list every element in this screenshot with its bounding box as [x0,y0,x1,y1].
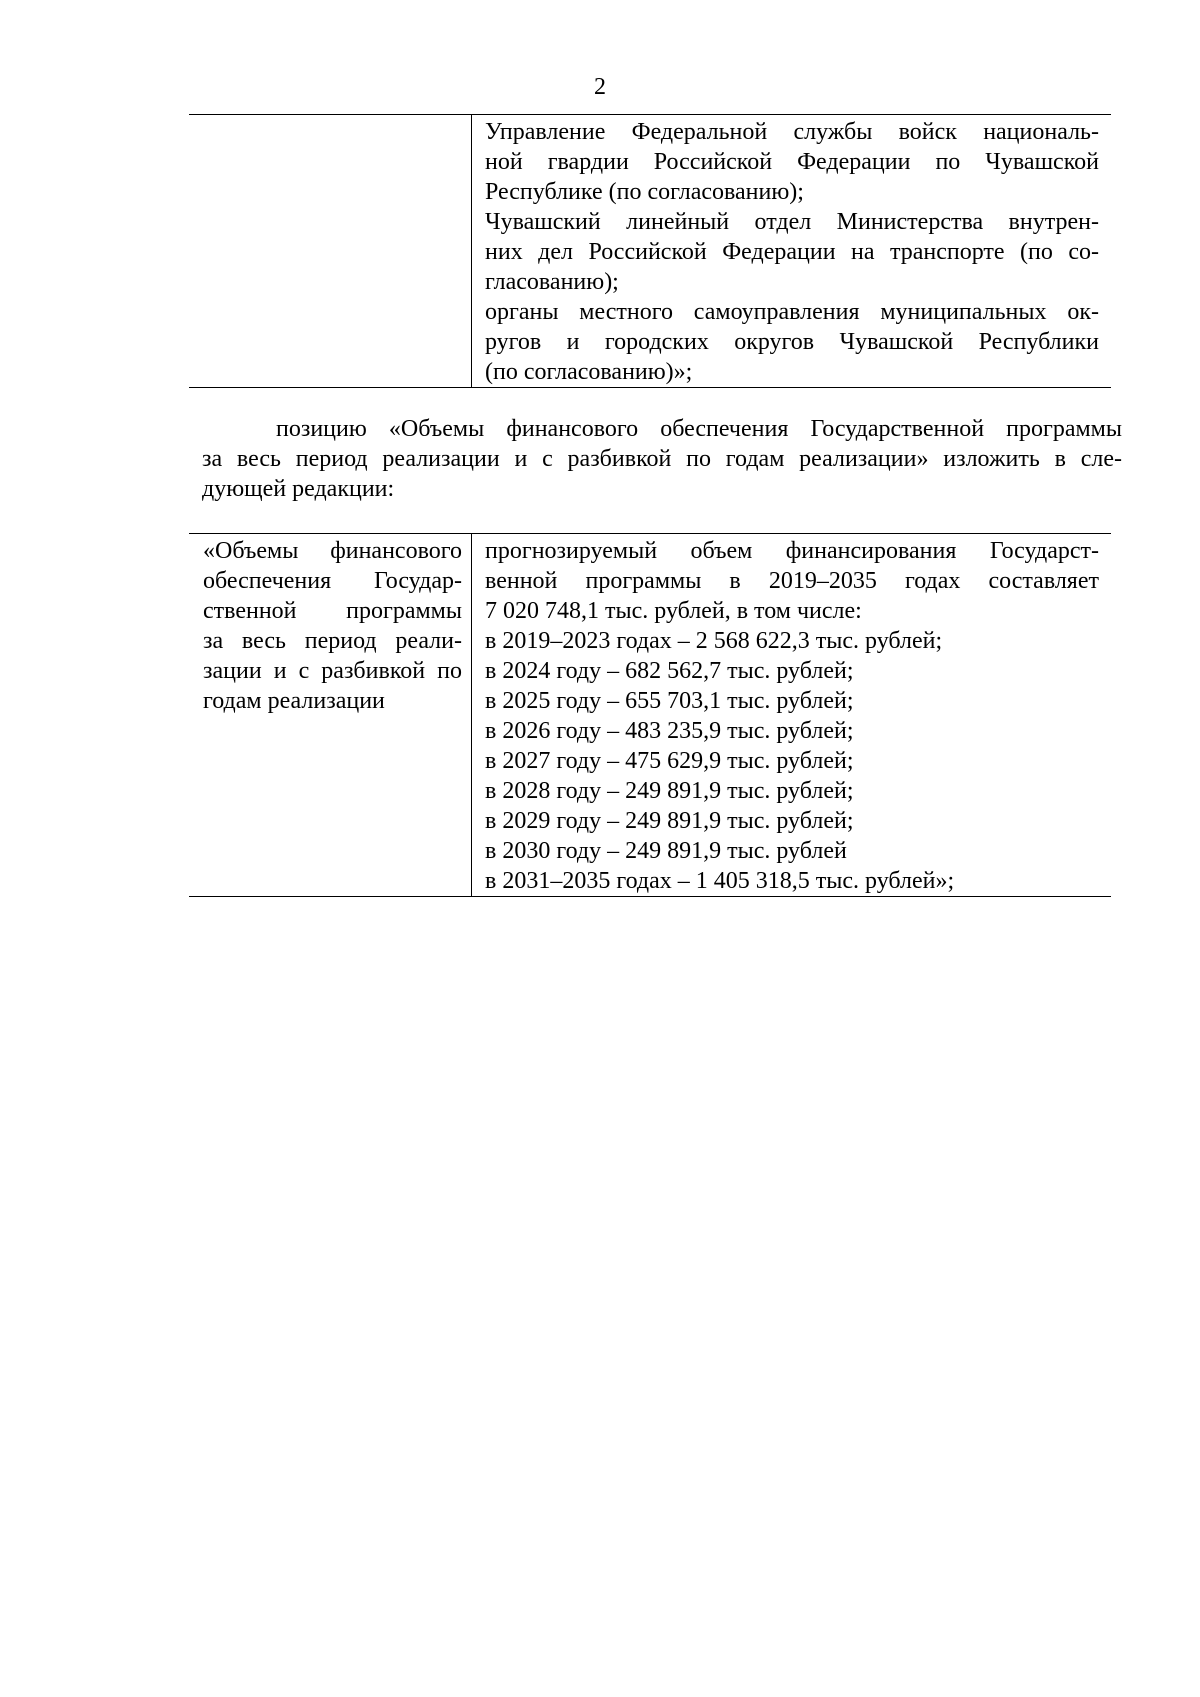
text-line: «Объемы финансового [203,538,462,564]
text-line: позицию «Объемы финансового обеспечения Государственной программы [276,416,1122,442]
text-line: них дел Российской Федерации на транспорте (по со- [485,239,1099,265]
text-line: за весь период реали- [203,628,462,654]
page-number: 2 [594,74,606,100]
text-line: Республике (по согласованию); [485,179,804,205]
text-line: в 2030 году – 249 891,9 тыс. рублей [485,838,847,864]
text-line: в 2024 году – 682 562,7 тыс. рублей; [485,658,854,684]
table-cell-label [189,534,472,896]
table-cell-value [472,115,1111,387]
text-line: в 2031–2035 годах – 1 405 318,5 тыс. рублей»; [485,868,955,894]
text-line: в 2028 году – 249 891,9 тыс. рублей; [485,778,854,804]
text-line: (по согласованию)»; [485,359,693,385]
funding-table [189,533,1111,897]
text-line: Чувашский линейный отдел Министерства внутрен- [485,209,1099,235]
text-line: гласованию); [485,269,619,295]
text-line: за весь период реализации и с разбивкой по годам реализации» изложить в сле- [202,446,1122,472]
text-line: органы местного самоуправления муниципальных ок- [485,299,1099,325]
text-line: в 2025 году – 655 703,1 тыс. рублей; [485,688,854,714]
text-line: ной гвардии Российской Федерации по Чувашской [485,149,1099,175]
table-cell-label [189,115,472,387]
text-line: ственной программы [203,598,462,624]
table-cell-value [472,534,1111,896]
executors-table [189,114,1111,388]
body-paragraph [202,414,1122,504]
text-line: дующей редакции: [202,476,395,502]
text-line: в 2029 году – 249 891,9 тыс. рублей; [485,808,854,834]
text-line: венной программы в 2019–2035 годах составляет [485,568,1099,594]
text-line: зации и с разбивкой по [203,658,462,684]
text-line: 7 020 748,1 тыс. рублей, в том числе: [485,598,862,624]
text-line: в 2027 году – 475 629,9 тыс. рублей; [485,748,854,774]
text-line: годам реализации [203,688,385,714]
text-line: обеспечения Государ- [203,568,462,594]
text-line: Управление Федеральной службы войск националь- [485,119,1099,145]
table-row [189,115,1111,387]
text-line: в 2019–2023 годах – 2 568 622,3 тыс. рублей; [485,628,943,654]
text-line: ругов и городских округов Чувашской Республики [485,329,1099,355]
table-row [189,534,1111,896]
text-line: прогнозируемый объем финансирования Государст- [485,538,1099,564]
text-line: в 2026 году – 483 235,9 тыс. рублей; [485,718,854,744]
